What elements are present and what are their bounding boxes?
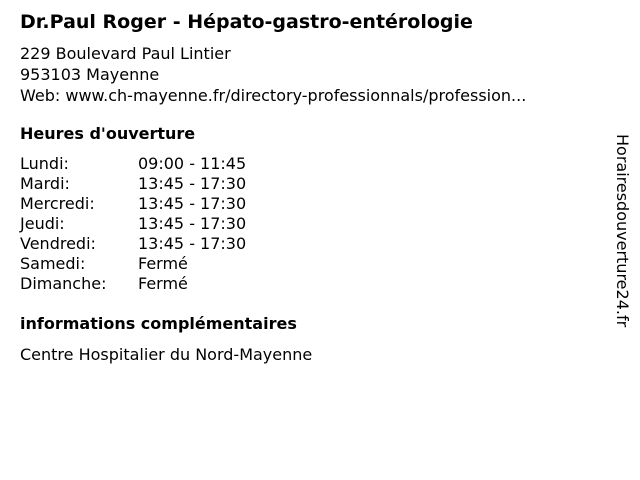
address-street: 229 Boulevard Paul Lintier — [20, 44, 231, 63]
opening-hours-heading: Heures d'ouverture — [20, 124, 196, 143]
hours-time: 13:45 - 17:30 — [138, 194, 247, 213]
hours-time: 13:45 - 17:30 — [138, 174, 247, 193]
hours-row — [20, 254, 246, 274]
address-block — [20, 43, 526, 106]
hours-time: Fermé — [138, 254, 188, 273]
hours-day: Dimanche: — [20, 274, 107, 293]
hours-row — [20, 174, 246, 194]
hours-day: Lundi: — [20, 154, 69, 173]
hours-day: Vendredi: — [20, 234, 96, 253]
hours-day: Mardi: — [20, 174, 70, 193]
hours-day: Jeudi: — [20, 214, 65, 233]
additional-info-text: Centre Hospitalier du Nord-Mayenne — [20, 345, 313, 364]
hours-day: Mercredi: — [20, 194, 95, 213]
hours-day: Samedi: — [20, 254, 86, 273]
hours-time: 13:45 - 17:30 — [138, 214, 247, 233]
side-watermark — [612, 134, 632, 346]
hours-time: Fermé — [138, 274, 188, 293]
website-link[interactable]: Web: www.ch-mayenne.fr/directory-professionnals/profession... — [20, 86, 527, 105]
site-name-label: Horairesdouverture24.fr — [613, 134, 632, 328]
opening-hours-table — [20, 154, 246, 294]
address-city: 953103 Mayenne — [20, 65, 160, 84]
hours-row — [20, 274, 246, 294]
additional-info-heading: informations complémentaires — [20, 314, 297, 333]
page-title: Dr.Paul Roger - Hépato-gastro-entérologie — [20, 11, 473, 33]
hours-row — [20, 214, 246, 234]
hours-time: 09:00 - 11:45 — [138, 154, 247, 173]
hours-row — [20, 154, 246, 174]
hours-row — [20, 234, 246, 254]
hours-time: 13:45 - 17:30 — [138, 234, 247, 253]
hours-row — [20, 194, 246, 214]
